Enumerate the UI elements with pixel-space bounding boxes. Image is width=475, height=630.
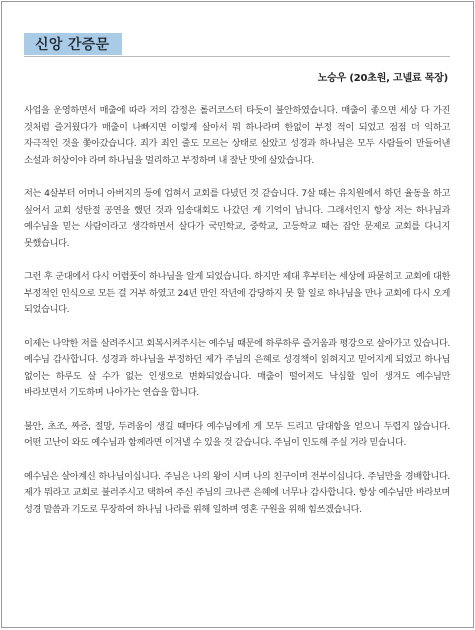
author-line: 노승우 (20초원, 고넬료 목장) <box>317 73 448 84</box>
paragraph-3: 그런 후 군대에서 다시 어렴풋이 하나님을 알게 되었습니다. 하지만 제대 후부터는 세상에 파묻히고 교회에 대한 부정적인 인식으로 모든 걸 거부 하였고 24년 만인 작년에 감당하지 못 할 일로 하나님을 만나 교회에 다시 오게 되었습니다. <box>24 271 450 315</box>
paragraph-2: 저는 4살부터 어머니 아버지의 등에 업혀서 교회를 다녔던 것 같습니다. 7살 때는 유치원에서 하던 율동을 하고 싶어서 교회 성탄절 공연을 했던 것과 임송대회도 나갔던 게 기억이 납니다. 그래서인지 항상 저는 하나님과 예수님을 믿는 사람이라고 생각하면서 살다가 국민학교, 중학교, 고등학교 때는 잡안 문제로 교회를 다니지 못했습니다. <box>24 188 450 249</box>
testimony-body <box>24 103 450 535</box>
paragraph-6: 예수님은 살아계신 하나님이십니다. 주님은 나의 왕이 시며 나의 친구이며 전부이십니다. 주님만을 경배합니다. 제가 뭐라고 교회로 불러주시고 택하여 주신 주님의 크나큰 은혜에 너무나 감사합니다. 항상 예수님만 바라보며 성경 말씀과 기도로 무장하여 하나님 나라를 위해 일하며 영혼 구원을 위해 힘쓰겠습니다. <box>24 470 450 515</box>
page-title: 신앙 간증문 <box>35 37 110 53</box>
paragraph-1: 사업을 운영하면서 매출에 따라 저의 감정은 롤러코스터 타듯이 불안하였습니다. 매출이 좋으면 세상 다 가진 것처럼 즐거웠다가 매출이 나빠지면 이렇게 살아서 뭐 하나라며 한없이 부정 적이 되었고 점점 더 익하고 자극적인 것을 쫓아갔습니다. 죄가 죄인 줄도 모르는 상태로 살았고 성경과 하나님은 모두 사람들이 만들어낸 소설과 허상이야 라며 하나님을 멀리하고 부정하며 내 잘난 맛에 살았습니다. <box>24 105 450 166</box>
testimony-page <box>1 1 474 628</box>
title-banner <box>24 33 122 55</box>
paragraph-4: 이제는 나약한 저를 살려주시고 회복시켜주시는 예수님 때문에 하루하루 즐거움과 평강으로 살아가고 있습니다. 예수님 감사합니다. 성경과 하나님을 부정하던 제가 주님의 은혜로 성경책이 읽혀지고 믿어지게 되었고 하나님 없이는 하루도 살 수가 없는 인생으로 변화되었습니다. 매출이 떨어져도 낙심할 일이 생겨도 예수님만 바라보면서 기도하며 나아가는 연습을 합니다. <box>24 337 450 398</box>
title-divider <box>24 56 450 57</box>
paragraph-5: 불안, 초조, 짜증, 절망, 두려움이 생길 때마다 예수님에게 게 모두 드리고 담대함을 얻으니 두렵지 않습니다. 어떤 고난이 와도 예수님과 함께라면 이겨낼 수 있을 것 같습니다. 주님이 인도해 주실 거라 믿습니다. <box>24 420 450 448</box>
